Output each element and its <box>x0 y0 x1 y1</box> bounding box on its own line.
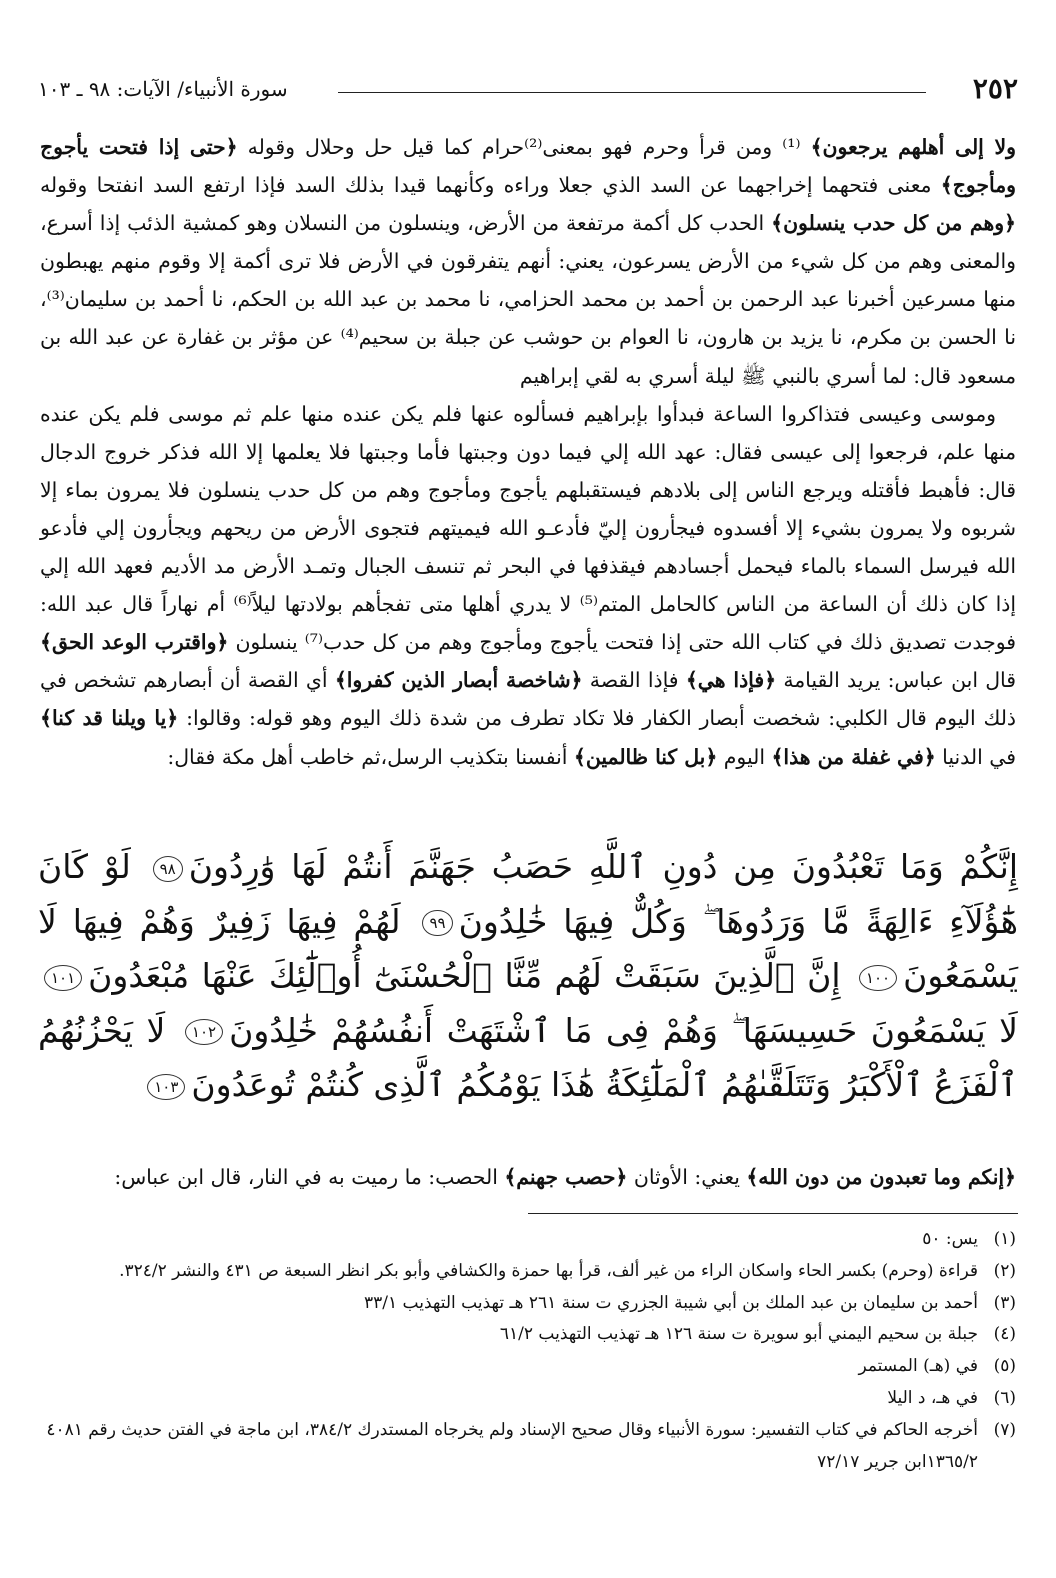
commentary-text: فإذا القصة <box>589 668 679 693</box>
footnote-number: (١) <box>993 1229 1016 1249</box>
footnote-number: (٧) <box>993 1419 1016 1440</box>
footnote-item <box>40 1288 1016 1320</box>
commentary-text: في الدنيا <box>942 744 1016 769</box>
footnotes <box>40 1224 1016 1478</box>
ayah-number-marker: ٩٩ <box>422 910 452 936</box>
commentary-text: أي القصة أن أبصارهم تشخص في ذلك اليوم قال الكلبي: شخصت أبصار الكفار فلا تكاد تطرف من شدة ذلك اليوم وهو قوله: وقالوا: <box>40 668 1017 731</box>
body-paragraph <box>40 395 1016 776</box>
quran-verses-block <box>38 840 1018 1113</box>
commentary-text: قال ابن عباس: يريد القيامة <box>783 668 1017 693</box>
footnote-text: أخرجه الحاكم في كتاب التفسير: سورة الأنبياء وقال صحيح الإسناد ولم يخرجاه المستدرك ٣٨٤/٢، ابن ماجة في الفتن حديث رقم ٤٠٨١ ١٣٦٥/٢ابن جرير ٧٢/١٧ <box>46 1419 978 1472</box>
tafsir-body <box>40 128 1016 776</box>
quran-quote: ﴿حتى إذا فتحت يأجوج ومأجوج﴾ <box>40 135 1016 198</box>
ayah-text: لَهُمْ فِيهَا زَفِيرٌ وَهُمْ فِيهَا لَا يَسْمَعُونَ <box>38 901 1018 995</box>
commentary-text: الحصب: ما رميت به في النار، قال ابن عباس: <box>114 1165 498 1189</box>
footnote-text: في (هـ) المستمر <box>858 1356 978 1377</box>
footnote-text: يس: ٥٠ <box>922 1229 978 1249</box>
body-paragraph <box>40 128 1016 395</box>
ayah-number-marker: ١٠٣ <box>147 1074 185 1100</box>
quran-quote: ﴿فإذا هي﴾ <box>685 668 777 693</box>
quran-quote: ﴿إنكم وما تعبدون من دون الله﴾ <box>746 1165 1016 1189</box>
ayah-text: لَوْ كَانَ هَٰٓؤُلَآءِ ءَالِهَةً مَّا وَرَدُوهَا ۖ وَكُلٌّ فِيهَا خَٰلِدُونَ <box>38 847 1019 941</box>
quran-quote: ﴿واقترب الوعد الحق﴾ <box>40 630 229 655</box>
commentary-text: أنفسنا بتكذيب الرسل،ثم خاطب أهل مكة فقال: <box>167 744 568 769</box>
ayah-text: إِنَّكُمْ وَمَا تَعْبُدُونَ مِن دُونِ ٱللَّهِ حَصَبُ جَهَنَّمَ أَنتُمْ لَهَا وَٰرِدُونَ <box>188 847 1018 886</box>
commentary-text: يعني: الأوثان <box>633 1165 740 1189</box>
ayah-number-marker: ٩٨ <box>153 856 183 882</box>
commentary-text: ⁽¹⁾ ومن قرأ وحرم فهو بمعنى⁽²⁾حرام كما قيل حل وحلال وقوله <box>247 135 801 159</box>
footnote-item <box>40 1351 1016 1383</box>
quran-quote: ﴿حصب جهنم﴾ <box>504 1165 628 1189</box>
page-header <box>38 72 1018 112</box>
footnote-item <box>40 1224 1016 1256</box>
commentary-text: وموسى وعيسى فتذاكروا الساعة فبدأوا بإبراهيم فسألوه عنها فلم يكن عنده منها علم ثم موسى فلم يكن عنده منها علم، فرجعوا إلى عيسى فقال: عهد الله إلي فيما دون وجبتها فأما وجبتها فلا يعلمها إلا الله فذكر خروج الدجال قال: فأهبط فأقتله ويرجع الناس إلى بلادهم فيستقبلهم يأجوج ومأجوج وهم من كل حدب ينسلون فلا يمرون بماء إلا شربوه ولا يمرون بشيء إلا أفسدوه فيجأرون إليّ فأدعـو الله فيميتهم فتجوى الأرض من ريحهم ويجأرون إلي فأدعو الله فيرسل السماء بالماء فيحمل أجسادهم فيقذفها في البحر ثم تنسف الجبال وتمـد الأرض مد الأديم فعهد الله إلي إذا كان ذلك أن الساعة من الناس كالحامل المتم⁽⁵⁾ لا يدري أهلها متى تفجأهم بولادتها ليلاً⁽⁶⁾ أم نهاراً قال عبد الله: فوجدت تصديق ذلك في كتاب الله حتى إذا فتحت يأجوج ومأجوج وهم من كل حدب⁽⁷⁾ ينسلون <box>40 401 1016 655</box>
footnote-text: قراءة (وحرم) بكسر الحاء واسكان الراء من غير ألف، قرأ بها حمزة والكشافي وأبو بكر انظر السبعة ص ٤٣١ والنشر ٣٢٤/٢. <box>119 1260 978 1281</box>
footnote-text: في هـ، د اليلا <box>887 1387 978 1408</box>
ayah-text: لَا يَسْمَعُونَ حَسِيسَهَا ۖ وَهُمْ فِى مَا ٱشْتَهَتْ أَنفُسُهُمْ خَٰلِدُونَ <box>229 1010 1018 1050</box>
ayah-text: إِنَّ ٱلَّذِينَ سَبَقَتْ لَهُم مِّنَّا ٱلْحُسْنَىٰٓ أُو۟لَٰٓئِكَ عَنْهَا مُبْعَدُونَ <box>88 956 841 995</box>
footnote-number: (٢) <box>993 1260 1016 1281</box>
commentary-after-verses <box>40 1162 1016 1192</box>
footnote-number: (٣) <box>993 1292 1016 1313</box>
quran-quote: ولا إلى أهلهم يرجعون﴾ <box>810 135 1017 159</box>
quran-quote: ﴿بل كنا ظالمين﴾ <box>573 744 718 769</box>
footnote-text: جبلة بن سحيم اليمني أبو سويرة ت سنة ١٢٦ هـ تهذيب التهذيب ٦١/٢ <box>499 1324 978 1345</box>
ayah-number-marker: ١٠٠ <box>859 965 897 991</box>
commentary-text: معنى فتحهما إخراجهما عن السد الذي جعلا وراءه وكأنهما قيدا بذلك السد فإذا ارتفع السد انفتحا وقوله <box>40 173 932 198</box>
ayah-text: لَا يَحْزُنُهُمُ ٱلْفَزَعُ ٱلْأَكْبَرُ وَتَتَلَقَّىٰهُمُ ٱلْمَلَٰٓئِكَةُ هَٰذَا يَوْمُكُمُ ٱلَّذِى كُنتُمْ تُوعَدُونَ <box>38 1010 1018 1104</box>
footnote-item <box>40 1319 1016 1351</box>
footnote-text: أحمد بن سليمان بن عبد الملك بن أبي شيبة الجزري ت سنة ٢٦١ هـ تهذيب التهذيب ٣٣/١ <box>364 1292 978 1313</box>
quran-quote: ﴿يا ويلنا قد كنا﴾ <box>40 706 179 731</box>
header-rule <box>338 92 926 93</box>
footnote-item <box>40 1383 1016 1415</box>
footnote-number: (٥) <box>993 1356 1016 1377</box>
quran-quote: ﴿في غفلة من هذا﴾ <box>771 744 936 769</box>
page-number: ٢٥٢ <box>972 72 1018 105</box>
commentary-text: الحدب كل أكمة مرتفعة من الأرض، وينسلون من النسلان وهو كمشية الذئب إذا أسرع، والمعنى وهم من كل شيء من الأرض يسرعون، يعني: أنهم يتفرقون في الأرض فلا ترى أكمة إلا وقوم منهم يهبطون منها مسرعين أخبرنا عبد الرحمن بن أحمد بن محمد الحزامي، نا محمد بن عبد الله بن الحكم، نا أحمد بن سليمان⁽³⁾، نا الحسن بن مكرم، نا يزيد بن هارون، نا العوام بن حوشب عن جبلة بن سحيم⁽⁴⁾ عن مؤثر بن غفارة عن عبد الله بن مسعود قال: لما أسري بالنبي ﷺ ليلة أسري به لقي إبراهيم <box>40 211 1016 388</box>
running-title: سورة الأنبياء/ الآيات: ٩٨ ـ ١٠٣ <box>38 77 288 101</box>
quran-quote: ﴿شاخصة أبصار الذين كفروا﴾ <box>334 668 583 693</box>
ayah-number-marker: ١٠٢ <box>185 1019 223 1045</box>
footnote-number: (٤) <box>993 1324 1016 1345</box>
quran-quote: ﴿وهم من كل حدب ينسلون﴾ <box>771 211 1017 236</box>
commentary-text: اليوم <box>723 744 765 769</box>
footnote-item <box>40 1256 1016 1288</box>
ayah-number-marker: ١٠١ <box>44 965 82 991</box>
footnote-rule <box>528 1213 1018 1214</box>
footnote-item <box>40 1415 1016 1479</box>
footnote-number: (٦) <box>993 1387 1016 1408</box>
